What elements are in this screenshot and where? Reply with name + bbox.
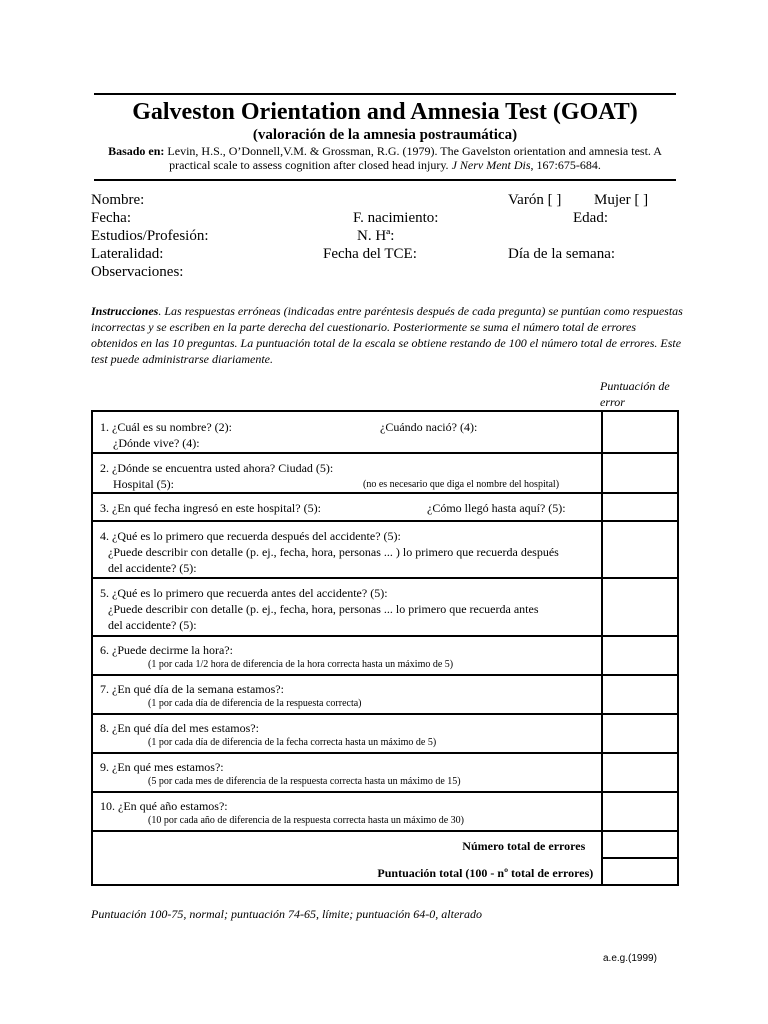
field-observaciones: Observaciones:	[91, 264, 184, 280]
question-row-2	[92, 453, 678, 493]
field-nombre: Nombre:	[91, 192, 145, 208]
question-note: (1 por cada día de diferencia de la fecha correcta hasta un máximo de 5)	[148, 737, 437, 748]
total-errors-cell[interactable]	[602, 831, 678, 858]
score-cell[interactable]	[602, 714, 678, 753]
field-dia-semana: Día de la semana:	[508, 246, 616, 262]
question-text: ¿Dónde vive? (4):	[113, 436, 200, 450]
question-row-10	[92, 792, 678, 831]
question-text: ¿Cuándo nació? (4):	[380, 420, 478, 434]
question-row-4	[92, 521, 678, 578]
question-text: del accidente? (5):	[108, 618, 197, 632]
question-text: 7. ¿En qué día de la semana estamos?:	[100, 682, 284, 696]
author-credit: a.e.g.(1999)	[603, 953, 657, 964]
question-row-1	[92, 411, 678, 453]
total-score-cell[interactable]	[602, 858, 678, 885]
question-note: (no es necesario que diga el nombre del hospital)	[363, 479, 560, 490]
question-cell	[92, 521, 602, 578]
question-text: 8. ¿En qué día del mes estamos?:	[100, 721, 259, 735]
field-fecha: Fecha:	[91, 210, 131, 226]
question-row-9	[92, 753, 678, 792]
question-note: (10 por cada año de diferencia de la respuesta correcta hasta un máximo de 30)	[148, 815, 464, 826]
question-cell	[92, 714, 602, 753]
based-on-label: Basado en:	[108, 144, 165, 158]
question-cell	[92, 675, 602, 714]
question-row-7	[92, 675, 678, 714]
score-cell[interactable]	[602, 493, 678, 521]
field-varon: Varón [ ]	[508, 192, 562, 208]
score-cell[interactable]	[602, 521, 678, 578]
top-rule	[94, 93, 676, 95]
question-text: ¿Puede describir con detalle (p. ej., fecha, hora, personas ... lo primero que recuerda antes	[108, 602, 539, 616]
field-estudios: Estudios/Profesión:	[91, 228, 209, 244]
document-title: Galveston Orientation and Amnesia Test (GOAT)	[132, 99, 638, 125]
question-text: ¿Puede describir con detalle (p. ej., fecha, hora, personas ... ) lo primero que recuerda después	[108, 545, 559, 559]
score-ranges: Puntuación 100-75, normal; puntuación 74-65, límite; puntuación 64-0, alterado	[91, 907, 482, 921]
question-note: (1 por cada 1/2 hora de diferencia de la hora correcta hasta un máximo de 5)	[148, 659, 454, 670]
question-text: 4. ¿Qué es lo primero que recuerda después del accidente? (5):	[100, 529, 401, 543]
field-f-nacimiento: F. nacimiento:	[353, 210, 439, 226]
question-row-6	[92, 636, 678, 675]
field-edad: Edad:	[573, 210, 608, 226]
question-note: (5 por cada mes de diferencia de la respuesta correcta hasta un máximo de 15)	[148, 776, 461, 787]
score-cell[interactable]	[602, 753, 678, 792]
bottom-rule	[94, 179, 676, 181]
reference-citation	[94, 144, 676, 172]
instructions-label: Instrucciones	[91, 304, 159, 318]
question-text: 2. ¿Dónde se encuentra usted ahora? Ciudad (5):	[100, 461, 334, 475]
field-lateralidad: Lateralidad:	[91, 246, 164, 262]
document-subtitle: (valoración de la amnesia postraumática)	[252, 127, 518, 143]
total-errors-row	[92, 831, 678, 858]
reference-tail: , 167:675-684.	[530, 158, 601, 172]
question-cell	[92, 453, 602, 493]
question-cell	[92, 578, 602, 636]
question-cell	[92, 493, 602, 521]
total-errors-label: Número total de errores	[462, 839, 586, 853]
field-nh: N. Hª:	[357, 228, 395, 244]
instructions-text: . Las respuestas erróneas (indicadas entre paréntesis después de cada pregunta) se puntúan como respuestas incorrectas y se escriben en la parte derecha del cuestionario. Posteriormente se suma el número total de errores obtenidos en las 10 preguntas. La puntuación total de la escala se obtiene restando de 100 el número total de errores. Este test puede administrarse diariamente.	[91, 304, 683, 366]
question-row-3	[92, 493, 678, 521]
question-text: Hospital (5):	[113, 477, 174, 491]
question-text: 3. ¿En qué fecha ingresó en este hospital? (5):	[100, 501, 321, 515]
score-cell[interactable]	[602, 675, 678, 714]
question-text: del accidente? (5):	[108, 561, 197, 575]
question-cell	[92, 792, 602, 831]
total-score-label: Puntuación total (100 - nº total de errores)	[377, 866, 594, 880]
journal-name: J Nerv Ment Dis	[451, 158, 531, 172]
question-text: 10. ¿En qué año estamos?:	[100, 799, 228, 813]
instructions	[91, 303, 683, 367]
question-row-5	[92, 578, 678, 636]
questions-table	[91, 410, 679, 886]
score-cell[interactable]	[602, 636, 678, 675]
score-cell[interactable]	[602, 578, 678, 636]
score-cell[interactable]	[602, 411, 678, 453]
reference-text: Levin, H.S., O’Donnell,V.M. & Grossman, R.G. (1979). The Gavelston orientation and amnesia test. A practical scale to assess cognition after closed head injury.	[164, 144, 662, 172]
question-text: 6. ¿Puede decirme la hora?:	[100, 643, 233, 657]
question-text: 5. ¿Qué es lo primero que recuerda antes del accidente? (5):	[100, 586, 388, 600]
question-note: (1 por cada día de diferencia de la respuesta correcta)	[148, 698, 362, 709]
score-column-header: Puntuación de error	[600, 379, 670, 409]
total-score-label-cell	[92, 858, 602, 885]
question-cell	[92, 411, 602, 453]
total-score-row	[92, 858, 678, 885]
score-cell[interactable]	[602, 792, 678, 831]
question-row-8	[92, 714, 678, 753]
question-text: 9. ¿En qué mes estamos?:	[100, 760, 224, 774]
field-mujer: Mujer [ ]	[594, 192, 649, 208]
question-text: 1. ¿Cuál es su nombre? (2):	[100, 420, 232, 434]
score-cell[interactable]	[602, 453, 678, 493]
field-fecha-tce: Fecha del TCE:	[323, 246, 417, 262]
question-text: ¿Cómo llegó hasta aquí? (5):	[427, 501, 566, 515]
question-cell	[92, 753, 602, 792]
total-errors-label-cell	[92, 831, 602, 858]
question-cell	[92, 636, 602, 675]
